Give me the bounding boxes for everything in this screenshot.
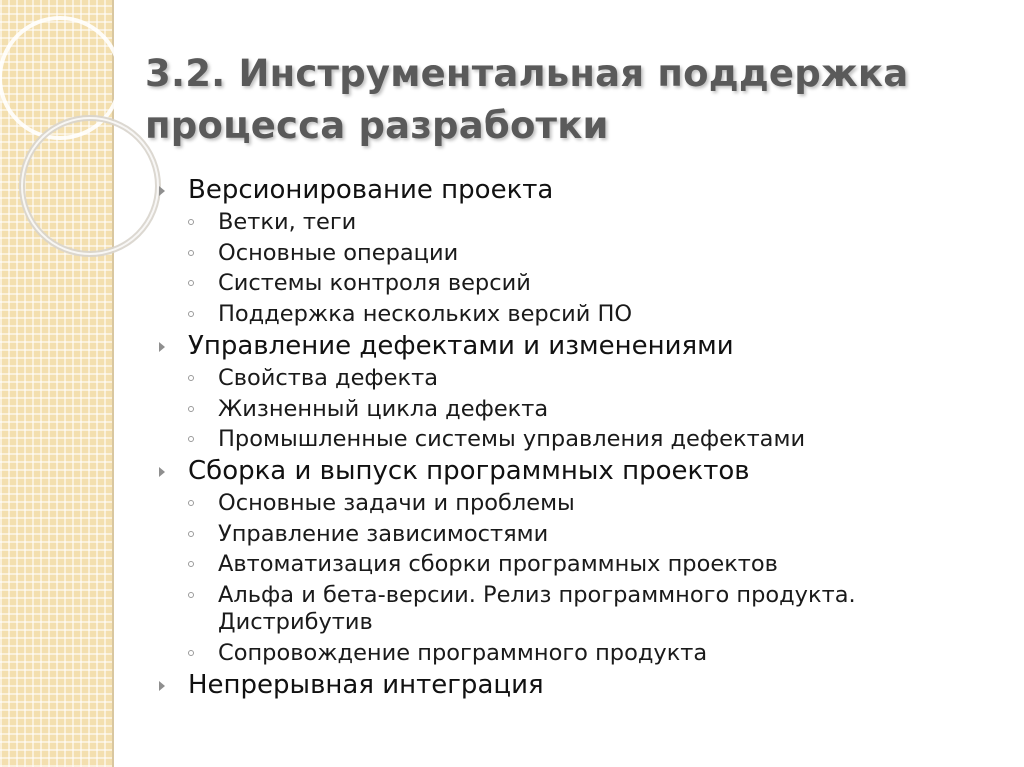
circle-bullet-icon: [188, 531, 194, 537]
sub-list: [185, 363, 1005, 455]
section-item: [155, 455, 1005, 488]
circle-bullet-icon: [188, 406, 194, 412]
sub-item: [185, 424, 958, 455]
section-label: Сборка и выпуск программных проектов: [188, 455, 750, 486]
sub-item-label: Жизненный цикла дефекта: [218, 395, 549, 422]
sub-item: [185, 268, 958, 299]
sub-item-label: Промышленные системы управления дефектами: [218, 426, 806, 453]
triangle-bullet-icon: [159, 186, 165, 196]
circle-bullet-icon: [188, 219, 194, 225]
circle-bullet-icon: [188, 375, 194, 381]
sub-item: [185, 580, 958, 638]
sub-item-label: Свойства дефекта: [218, 364, 439, 391]
section-label: Непрерывная интеграция: [188, 669, 544, 700]
sub-item-label: Управление зависимостями: [218, 520, 549, 547]
sub-item-label: Основные операции: [218, 239, 459, 266]
sub-item: [185, 488, 958, 519]
circle-bullet-icon: [188, 592, 194, 598]
circle-bullet-icon: [188, 561, 194, 567]
circle-bullet-icon: [188, 250, 194, 256]
sub-item: [185, 207, 958, 238]
sub-item: [185, 299, 958, 330]
triangle-bullet-icon: [159, 681, 165, 691]
sub-item-label: Автоматизация сборки программных проектов: [218, 551, 778, 578]
section-item: [155, 330, 1005, 363]
sidebar-divider: [112, 0, 114, 767]
section-item: [155, 174, 1005, 207]
circle-bullet-icon: [188, 311, 194, 317]
sub-item-label: Альфа и бета-версии. Релиз программного продукта. Дистрибутив: [218, 582, 856, 636]
circle-bullet-icon: [188, 650, 194, 656]
circle-bullet-icon: [188, 280, 194, 286]
sub-item: [185, 638, 958, 669]
slide-content: [155, 174, 1005, 702]
sub-item-label: Поддержка нескольких версий ПО: [218, 301, 633, 328]
slide-title: 3.2. Инструментальная поддержка процесса разработки: [145, 52, 909, 147]
sub-item: [185, 238, 958, 269]
section-label: Версионирование проекта: [188, 175, 554, 205]
sub-item-label: Ветки, теги: [218, 209, 357, 235]
triangle-bullet-icon: [159, 342, 165, 352]
sub-item: [185, 519, 958, 550]
circle-bullet-icon: [188, 500, 194, 506]
triangle-bullet-icon: [159, 467, 165, 477]
decorative-sidebar: [0, 0, 112, 767]
section-item: [155, 669, 1005, 702]
section-label: Управление дефектами и изменениями: [188, 330, 734, 361]
sub-list: [185, 207, 1005, 330]
sub-item: [185, 394, 958, 425]
sub-item-label: Основные задачи и проблемы: [218, 489, 575, 516]
sub-item: [185, 549, 958, 580]
circle-bullet-icon: [188, 436, 194, 442]
sub-item: [185, 363, 958, 394]
sub-list: [185, 488, 1005, 669]
sub-item-label: Сопровождение программного продукта: [218, 640, 708, 667]
sub-item-label: Системы контроля версий: [218, 270, 531, 297]
